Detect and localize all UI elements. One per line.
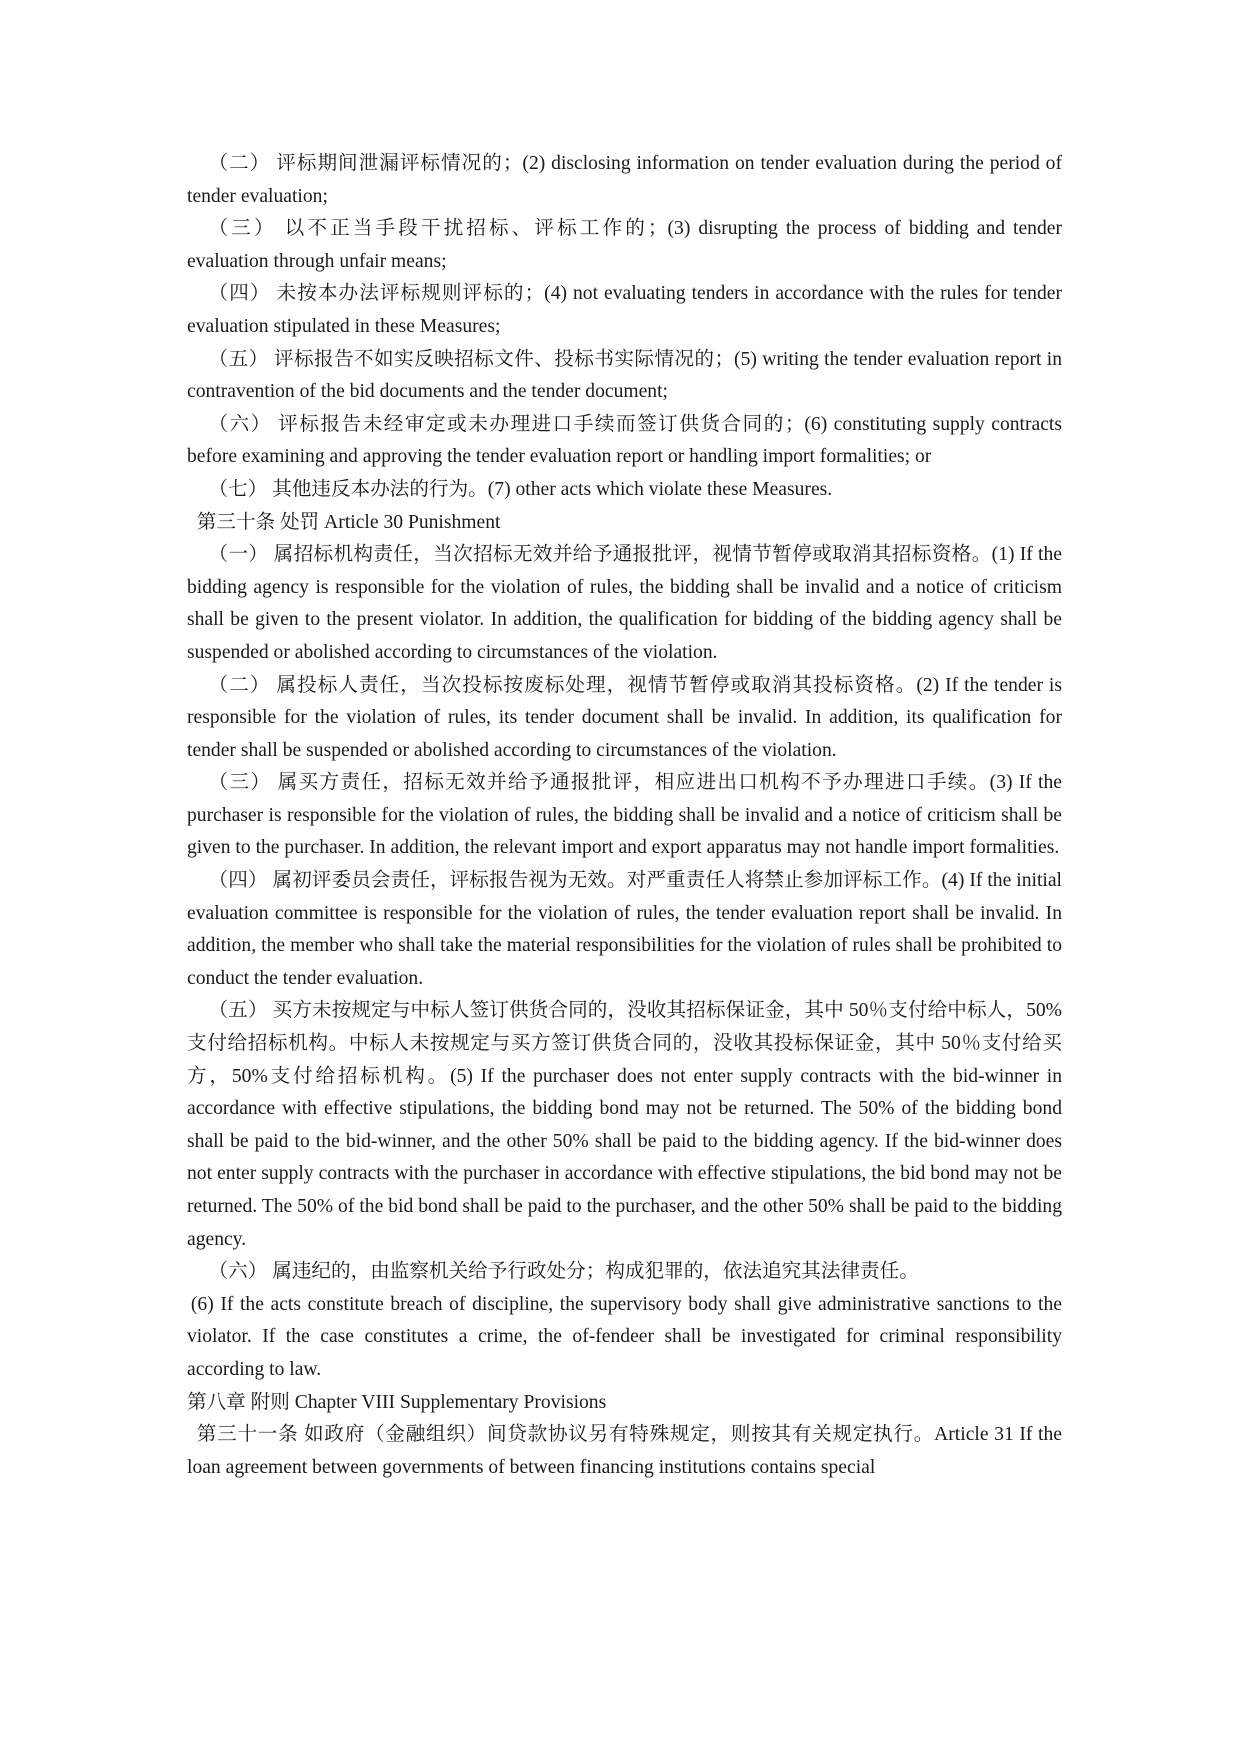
- clause-3-disrupting-process: （三） 以不正当手段干扰招标、评标工作的；(3) disrupting the process of bidding and tender evaluation through unfair means;: [187, 218, 1062, 272]
- punishment-2-tenderer: （二） 属投标人责任，当次投标按废标处理，视情节暂停或取消其投标资格。(2) If the tender is responsible for the violation of rules, its tender document shall be invalid. In addition, its qualification for tender shall be suspended or abolished according to circumstances of the violation.: [187, 674, 1062, 761]
- punishment-3-purchaser: （三） 属买方责任，招标无效并给予通报批评，相应进出口机构不予办理进口手续。(3) If the purchaser is responsible for the violation of rules, the bidding shall be invalid and a notice of criticism shall be given to the purchaser. In addition, the relevant import and export apparatus may not handle import formalities.: [187, 772, 1062, 859]
- punishment-1-bidding-agency: （一） 属招标机构责任，当次招标无效并给予通报批评，视情节暂停或取消其招标资格。(1) If the bidding agency is responsible for the violation of rules, the bidding shall be invalid and a notice of criticism shall be given to the present violator. In addition, the qualification for bidding of the bidding agency shall be suspended or abolished according to circumstances of the violation.: [187, 544, 1062, 663]
- punishment-6-discipline-chinese: （六） 属违纪的，由监察机关给予行政处分；构成犯罪的，依法追究其法律责任。: [208, 1261, 919, 1283]
- punishment-5-bond-forfeiture: （五） 买方未按规定与中标人签订供货合同的，没收其招标保证金，其中 50％支付给中标人，50%支付给招标机构。中标人未按规定与买方签订供货合同的，没收其投标保证金，其中 50％支付给买方，50%支付给招标机构。(5) If the purchaser does not enter supply contracts with the bid-winner in accordance with effective stipulations, the bidding bond may not be returned. The 50% of the bidding bond shall be paid to the bid-winner, and the other 50% shall be paid to the bidding agency. If the bid-winner does not enter supply contracts with the purchaser in accordance with effective stipulations, the bid bond may not be returned. The 50% of the bid bond shall be paid to the purchaser, and the other 50% shall be paid to the bidding agency.: [187, 1000, 1062, 1250]
- article-30-heading: 第三十条 处罚 Article 30 Punishment: [196, 511, 501, 533]
- clause-6-constituting-supply-contracts: （六） 评标报告未经审定或未办理进口手续而签订供货合同的；(6) constituting supply contracts before examining and approving the tender evaluation report or handling import formalities; or: [187, 413, 1062, 468]
- chapter-8-heading: 第八章 附则 Chapter VIII Supplementary Provisions: [187, 1391, 607, 1413]
- clause-4-not-evaluating-per-rules: （四） 未按本办法评标规则评标的；(4) not evaluating tenders in accordance with the rules for tender evaluation stipulated in these Measures;: [187, 283, 1062, 337]
- clause-5-evaluation-report-contravention: （五） 评标报告不如实反映招标文件、投标书实际情况的；(5) writing the tender evaluation report in contravention of the bid documents and the tender document;: [187, 348, 1062, 403]
- punishment-6-discipline-english: (6) If the acts constitute breach of discipline, the supervisory body shall give administrative sanctions to the violator. If the case constitutes a crime, the of-fendeer shall be investigated for criminal responsibility according to law.: [187, 1293, 1062, 1380]
- document-page: [187, 148, 1062, 1484]
- article-31-loan-agreement: 第三十一条 如政府（金融组织）间贷款协议另有特殊规定，则按其有关规定执行。Article 31 If the loan agreement between governments of between financing institutions contains special: [187, 1424, 1062, 1478]
- clause-7-other-acts: （七） 其他违反本办法的行为。(7) other acts which violate these Measures.: [208, 478, 833, 500]
- clause-2-disclosing-information: （二） 评标期间泄漏评标情况的；(2) disclosing information on tender evaluation during the period of tender evaluation;: [187, 153, 1062, 207]
- punishment-4-evaluation-committee: （四） 属初评委员会责任，评标报告视为无效。对严重责任人将禁止参加评标工作。(4) If the initial evaluation committee is responsible for the violation of rules, the tender evaluation report shall be invalid. In addition, the member who shall take the material responsibilities for the violation of rules shall be prohibited to conduct the tender evaluation.: [187, 870, 1062, 989]
